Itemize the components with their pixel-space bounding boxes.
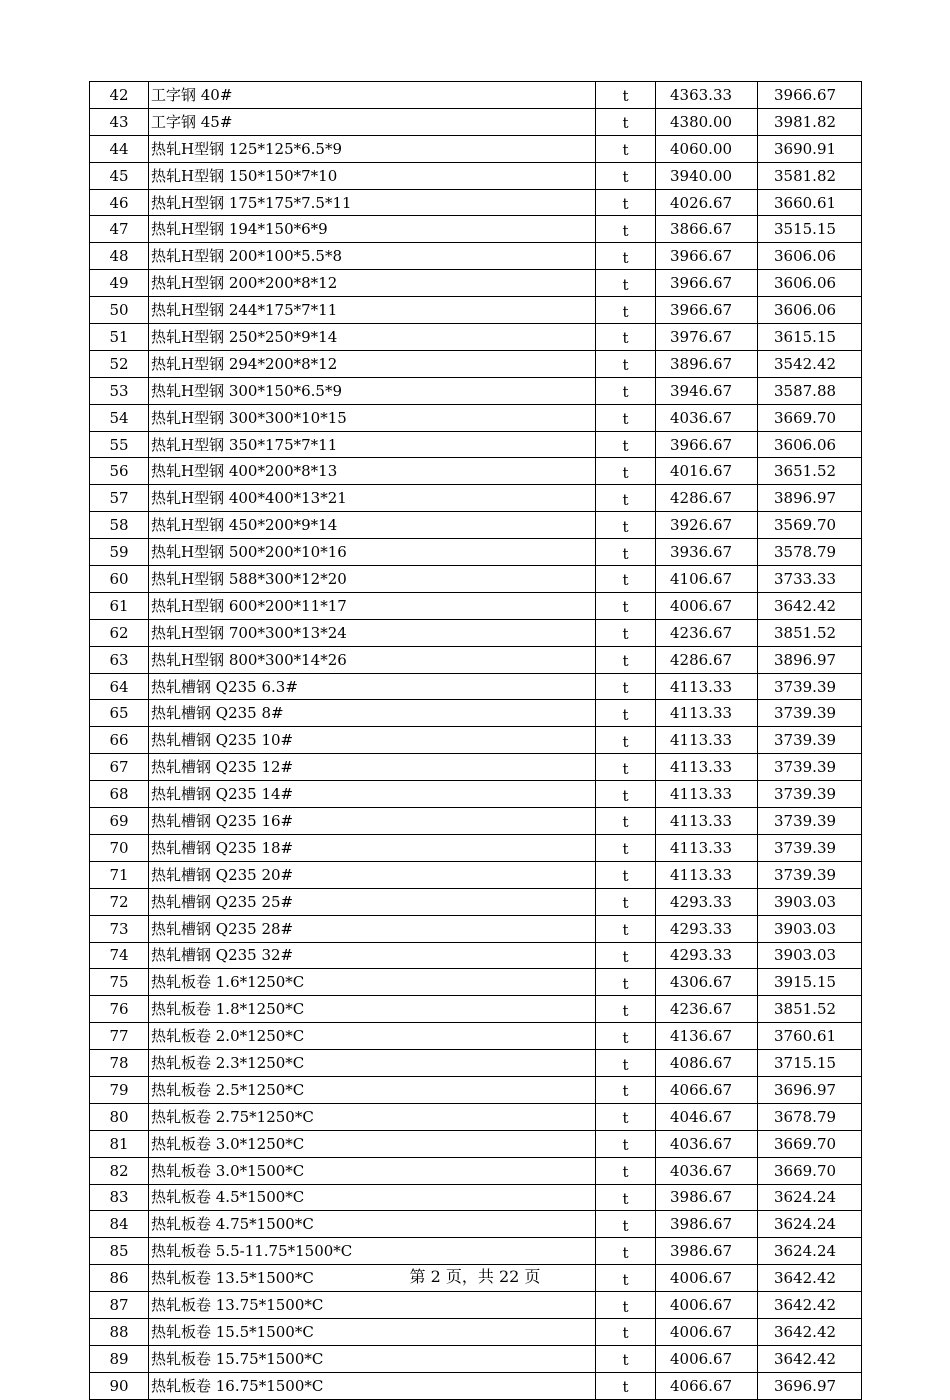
- item-name-cell: 热轧槽钢 Q235 20#: [149, 861, 596, 888]
- row-number-cell: 74: [90, 942, 149, 969]
- price-tax-excl-cell: 3981.82: [758, 108, 862, 135]
- price-tax-incl-cell: 4113.33: [656, 834, 758, 861]
- row-number-cell: 77: [90, 1023, 149, 1050]
- item-name-cell: 热轧板卷 2.75*1250*C: [149, 1103, 596, 1130]
- row-number-cell: 88: [90, 1318, 149, 1345]
- row-number-cell: 82: [90, 1157, 149, 1184]
- price-tax-excl-cell: 3733.33: [758, 566, 862, 593]
- table-row: [90, 673, 862, 700]
- row-number-cell: 84: [90, 1211, 149, 1238]
- unit-cell: t: [596, 297, 656, 324]
- price-tax-excl-cell: 3578.79: [758, 539, 862, 566]
- price-tax-excl-cell: 3739.39: [758, 808, 862, 835]
- unit-cell: t: [596, 324, 656, 351]
- price-tax-incl-cell: 3986.67: [656, 1184, 758, 1211]
- row-number-cell: 81: [90, 1130, 149, 1157]
- price-tax-incl-cell: 4106.67: [656, 566, 758, 593]
- unit-cell: t: [596, 754, 656, 781]
- item-name-cell: 热轧H型钢 400*400*13*21: [149, 485, 596, 512]
- item-name-cell: 热轧槽钢 Q235 10#: [149, 727, 596, 754]
- table-row: [90, 1318, 862, 1345]
- price-tax-incl-cell: 4113.33: [656, 727, 758, 754]
- row-number-cell: 87: [90, 1292, 149, 1319]
- row-number-cell: 89: [90, 1345, 149, 1372]
- table-row: [90, 861, 862, 888]
- price-tax-incl-cell: 3966.67: [656, 431, 758, 458]
- row-number-cell: 46: [90, 189, 149, 216]
- item-name-cell: 热轧H型钢 800*300*14*26: [149, 646, 596, 673]
- price-tax-excl-cell: 3615.15: [758, 324, 862, 351]
- price-tax-excl-cell: 3678.79: [758, 1103, 862, 1130]
- item-name-cell: 热轧板卷 5.5-11.75*1500*C: [149, 1238, 596, 1265]
- price-table: [89, 81, 862, 1400]
- unit-cell: t: [596, 404, 656, 431]
- price-tax-incl-cell: 4006.67: [656, 1292, 758, 1319]
- price-tax-incl-cell: 4293.33: [656, 942, 758, 969]
- row-number-cell: 68: [90, 781, 149, 808]
- item-name-cell: 热轧H型钢 150*150*7*10: [149, 162, 596, 189]
- price-tax-incl-cell: 4113.33: [656, 781, 758, 808]
- price-tax-excl-cell: 3642.42: [758, 1292, 862, 1319]
- item-name-cell: 热轧板卷 1.6*1250*C: [149, 969, 596, 996]
- table-row: [90, 808, 862, 835]
- table-row: [90, 1050, 862, 1077]
- price-tax-incl-cell: 4006.67: [656, 592, 758, 619]
- row-number-cell: 63: [90, 646, 149, 673]
- price-tax-incl-cell: 4113.33: [656, 673, 758, 700]
- row-number-cell: 85: [90, 1238, 149, 1265]
- item-name-cell: 热轧H型钢 194*150*6*9: [149, 216, 596, 243]
- table-row: [90, 431, 862, 458]
- price-tax-incl-cell: 4113.33: [656, 700, 758, 727]
- price-tax-incl-cell: 4086.67: [656, 1050, 758, 1077]
- price-tax-excl-cell: 3739.39: [758, 861, 862, 888]
- unit-cell: t: [596, 270, 656, 297]
- table-row: [90, 888, 862, 915]
- table-row: [90, 834, 862, 861]
- table-row: [90, 1372, 862, 1399]
- row-number-cell: 61: [90, 592, 149, 619]
- price-tax-incl-cell: 4036.67: [656, 1157, 758, 1184]
- table-row: [90, 1076, 862, 1103]
- item-name-cell: 热轧槽钢 Q235 25#: [149, 888, 596, 915]
- item-name-cell: 热轧槽钢 Q235 32#: [149, 942, 596, 969]
- price-tax-incl-cell: 4036.67: [656, 404, 758, 431]
- row-number-cell: 45: [90, 162, 149, 189]
- table-row: [90, 915, 862, 942]
- unit-cell: t: [596, 350, 656, 377]
- table-row: [90, 297, 862, 324]
- table-row: [90, 1103, 862, 1130]
- item-name-cell: 热轧H型钢 300*300*10*15: [149, 404, 596, 431]
- item-name-cell: 热轧板卷 2.0*1250*C: [149, 1023, 596, 1050]
- price-tax-excl-cell: 3542.42: [758, 350, 862, 377]
- price-tax-incl-cell: 3976.67: [656, 324, 758, 351]
- item-name-cell: 热轧板卷 13.75*1500*C: [149, 1292, 596, 1319]
- table-row: [90, 754, 862, 781]
- price-tax-excl-cell: 3624.24: [758, 1184, 862, 1211]
- unit-cell: t: [596, 808, 656, 835]
- price-tax-excl-cell: 3606.06: [758, 297, 862, 324]
- table-row: [90, 243, 862, 270]
- unit-cell: t: [596, 942, 656, 969]
- unit-cell: t: [596, 673, 656, 700]
- item-name-cell: 热轧槽钢 Q235 28#: [149, 915, 596, 942]
- row-number-cell: 76: [90, 996, 149, 1023]
- unit-cell: t: [596, 1318, 656, 1345]
- price-tax-incl-cell: 4293.33: [656, 915, 758, 942]
- item-name-cell: 热轧H型钢 250*250*9*14: [149, 324, 596, 351]
- unit-cell: t: [596, 592, 656, 619]
- unit-cell: t: [596, 1130, 656, 1157]
- item-name-cell: 热轧槽钢 Q235 16#: [149, 808, 596, 835]
- row-number-cell: 86: [90, 1265, 149, 1292]
- table-row: [90, 377, 862, 404]
- price-tax-excl-cell: 3851.52: [758, 996, 862, 1023]
- unit-cell: t: [596, 646, 656, 673]
- price-tax-excl-cell: 3690.91: [758, 135, 862, 162]
- table-row: [90, 996, 862, 1023]
- row-number-cell: 78: [90, 1050, 149, 1077]
- table-row: [90, 619, 862, 646]
- price-tax-excl-cell: 3642.42: [758, 1265, 862, 1292]
- table-row: [90, 1157, 862, 1184]
- price-tax-excl-cell: 3515.15: [758, 216, 862, 243]
- item-name-cell: 热轧槽钢 Q235 6.3#: [149, 673, 596, 700]
- row-number-cell: 52: [90, 350, 149, 377]
- item-name-cell: 热轧板卷 2.3*1250*C: [149, 1050, 596, 1077]
- price-tax-excl-cell: 3903.03: [758, 915, 862, 942]
- price-tax-incl-cell: 4006.67: [656, 1318, 758, 1345]
- price-tax-excl-cell: 3915.15: [758, 969, 862, 996]
- unit-cell: t: [596, 162, 656, 189]
- unit-cell: t: [596, 377, 656, 404]
- table-row: [90, 189, 862, 216]
- price-tax-excl-cell: 3669.70: [758, 1157, 862, 1184]
- price-tax-incl-cell: 4046.67: [656, 1103, 758, 1130]
- unit-cell: t: [596, 700, 656, 727]
- price-tax-incl-cell: 4236.67: [656, 619, 758, 646]
- table-row: [90, 592, 862, 619]
- unit-cell: t: [596, 1103, 656, 1130]
- row-number-cell: 60: [90, 566, 149, 593]
- table-row: [90, 485, 862, 512]
- unit-cell: t: [596, 969, 656, 996]
- item-name-cell: 热轧H型钢 200*100*5.5*8: [149, 243, 596, 270]
- item-name-cell: 热轧板卷 15.5*1500*C: [149, 1318, 596, 1345]
- row-number-cell: 55: [90, 431, 149, 458]
- row-number-cell: 47: [90, 216, 149, 243]
- price-tax-excl-cell: 3642.42: [758, 592, 862, 619]
- price-tax-excl-cell: 3660.61: [758, 189, 862, 216]
- row-number-cell: 83: [90, 1184, 149, 1211]
- unit-cell: t: [596, 216, 656, 243]
- price-tax-incl-cell: 4113.33: [656, 861, 758, 888]
- table-row: [90, 1345, 862, 1372]
- row-number-cell: 51: [90, 324, 149, 351]
- table-row: [90, 216, 862, 243]
- row-number-cell: 53: [90, 377, 149, 404]
- item-name-cell: 热轧H型钢 125*125*6.5*9: [149, 135, 596, 162]
- unit-cell: t: [596, 996, 656, 1023]
- unit-cell: t: [596, 189, 656, 216]
- row-number-cell: 64: [90, 673, 149, 700]
- table-row: [90, 108, 862, 135]
- unit-cell: t: [596, 82, 656, 109]
- item-name-cell: 热轧槽钢 Q235 14#: [149, 781, 596, 808]
- price-tax-excl-cell: 3569.70: [758, 512, 862, 539]
- row-number-cell: 75: [90, 969, 149, 996]
- price-tax-excl-cell: 3624.24: [758, 1211, 862, 1238]
- price-tax-excl-cell: 3739.39: [758, 727, 862, 754]
- item-name-cell: 工字钢 45#: [149, 108, 596, 135]
- price-tax-incl-cell: 4060.00: [656, 135, 758, 162]
- row-number-cell: 69: [90, 808, 149, 835]
- price-tax-excl-cell: 3651.52: [758, 458, 862, 485]
- price-tax-excl-cell: 3642.42: [758, 1318, 862, 1345]
- price-tax-excl-cell: 3739.39: [758, 700, 862, 727]
- unit-cell: t: [596, 566, 656, 593]
- price-tax-incl-cell: 3966.67: [656, 297, 758, 324]
- price-tax-excl-cell: 3739.39: [758, 673, 862, 700]
- unit-cell: t: [596, 431, 656, 458]
- row-number-cell: 58: [90, 512, 149, 539]
- row-number-cell: 73: [90, 915, 149, 942]
- price-tax-incl-cell: 4286.67: [656, 646, 758, 673]
- table-row: [90, 1130, 862, 1157]
- price-tax-excl-cell: 3581.82: [758, 162, 862, 189]
- item-name-cell: 热轧H型钢 400*200*8*13: [149, 458, 596, 485]
- price-tax-incl-cell: 3936.67: [656, 539, 758, 566]
- row-number-cell: 44: [90, 135, 149, 162]
- price-tax-incl-cell: 4066.67: [656, 1372, 758, 1399]
- table-row: [90, 781, 862, 808]
- item-name-cell: 热轧H型钢 300*150*6.5*9: [149, 377, 596, 404]
- row-number-cell: 90: [90, 1372, 149, 1399]
- row-number-cell: 43: [90, 108, 149, 135]
- unit-cell: t: [596, 512, 656, 539]
- table-row: [90, 566, 862, 593]
- unit-cell: t: [596, 861, 656, 888]
- unit-cell: t: [596, 243, 656, 270]
- item-name-cell: 热轧板卷 3.0*1250*C: [149, 1130, 596, 1157]
- item-name-cell: 热轧板卷 1.8*1250*C: [149, 996, 596, 1023]
- table-row: [90, 700, 862, 727]
- row-number-cell: 56: [90, 458, 149, 485]
- price-tax-incl-cell: 3986.67: [656, 1238, 758, 1265]
- unit-cell: t: [596, 888, 656, 915]
- item-name-cell: 工字钢 40#: [149, 82, 596, 109]
- price-tax-excl-cell: 3715.15: [758, 1050, 862, 1077]
- unit-cell: t: [596, 1265, 656, 1292]
- price-tax-incl-cell: 4016.67: [656, 458, 758, 485]
- price-tax-incl-cell: 3926.67: [656, 512, 758, 539]
- unit-cell: t: [596, 1238, 656, 1265]
- unit-cell: t: [596, 1076, 656, 1103]
- price-tax-excl-cell: 3760.61: [758, 1023, 862, 1050]
- price-tax-excl-cell: 3896.97: [758, 485, 862, 512]
- item-name-cell: 热轧槽钢 Q235 18#: [149, 834, 596, 861]
- unit-cell: t: [596, 539, 656, 566]
- table-row: [90, 1238, 862, 1265]
- table-row: [90, 646, 862, 673]
- price-tax-incl-cell: 4026.67: [656, 189, 758, 216]
- unit-cell: t: [596, 1050, 656, 1077]
- row-number-cell: 71: [90, 861, 149, 888]
- unit-cell: t: [596, 1292, 656, 1319]
- row-number-cell: 48: [90, 243, 149, 270]
- unit-cell: t: [596, 1023, 656, 1050]
- price-tax-incl-cell: 4066.67: [656, 1076, 758, 1103]
- unit-cell: t: [596, 915, 656, 942]
- table-row: [90, 1184, 862, 1211]
- item-name-cell: 热轧H型钢 600*200*11*17: [149, 592, 596, 619]
- unit-cell: t: [596, 1345, 656, 1372]
- price-tax-excl-cell: 3606.06: [758, 243, 862, 270]
- unit-cell: t: [596, 108, 656, 135]
- price-tax-excl-cell: 3739.39: [758, 781, 862, 808]
- item-name-cell: 热轧板卷 15.75*1500*C: [149, 1345, 596, 1372]
- price-tax-excl-cell: 3896.97: [758, 646, 862, 673]
- price-tax-incl-cell: 4380.00: [656, 108, 758, 135]
- item-name-cell: 热轧H型钢 500*200*10*16: [149, 539, 596, 566]
- table-row: [90, 942, 862, 969]
- unit-cell: t: [596, 458, 656, 485]
- unit-cell: t: [596, 727, 656, 754]
- unit-cell: t: [596, 485, 656, 512]
- row-number-cell: 54: [90, 404, 149, 431]
- table-row: [90, 162, 862, 189]
- price-tax-incl-cell: 4113.33: [656, 754, 758, 781]
- price-tax-incl-cell: 4136.67: [656, 1023, 758, 1050]
- unit-cell: t: [596, 834, 656, 861]
- item-name-cell: 热轧板卷 3.0*1500*C: [149, 1157, 596, 1184]
- price-tax-incl-cell: 4363.33: [656, 82, 758, 109]
- unit-cell: t: [596, 135, 656, 162]
- item-name-cell: 热轧板卷 13.5*1500*C: [149, 1265, 596, 1292]
- table-row: [90, 458, 862, 485]
- item-name-cell: 热轧槽钢 Q235 12#: [149, 754, 596, 781]
- price-tax-excl-cell: 3739.39: [758, 834, 862, 861]
- item-name-cell: 热轧H型钢 350*175*7*11: [149, 431, 596, 458]
- row-number-cell: 66: [90, 727, 149, 754]
- price-tax-incl-cell: 4286.67: [656, 485, 758, 512]
- price-tax-incl-cell: 3946.67: [656, 377, 758, 404]
- row-number-cell: 50: [90, 297, 149, 324]
- price-tax-excl-cell: 3669.70: [758, 1130, 862, 1157]
- table-row: [90, 727, 862, 754]
- price-tax-incl-cell: 4293.33: [656, 888, 758, 915]
- price-tax-incl-cell: 3966.67: [656, 270, 758, 297]
- table-row: [90, 324, 862, 351]
- price-tax-excl-cell: 3696.97: [758, 1076, 862, 1103]
- price-tax-excl-cell: 3696.97: [758, 1372, 862, 1399]
- row-number-cell: 72: [90, 888, 149, 915]
- price-tax-excl-cell: 3642.42: [758, 1345, 862, 1372]
- unit-cell: t: [596, 1372, 656, 1399]
- price-tax-incl-cell: 3986.67: [656, 1211, 758, 1238]
- price-tax-excl-cell: 3587.88: [758, 377, 862, 404]
- row-number-cell: 65: [90, 700, 149, 727]
- row-number-cell: 67: [90, 754, 149, 781]
- table-row: [90, 1211, 862, 1238]
- table-row: [90, 969, 862, 996]
- price-tax-incl-cell: 3966.67: [656, 243, 758, 270]
- price-tax-incl-cell: 4113.33: [656, 808, 758, 835]
- table-row: [90, 1023, 862, 1050]
- row-number-cell: 80: [90, 1103, 149, 1130]
- row-number-cell: 79: [90, 1076, 149, 1103]
- item-name-cell: 热轧板卷 4.5*1500*C: [149, 1184, 596, 1211]
- row-number-cell: 70: [90, 834, 149, 861]
- price-tax-incl-cell: 4006.67: [656, 1345, 758, 1372]
- table-row: [90, 512, 862, 539]
- table-row: [90, 350, 862, 377]
- unit-cell: t: [596, 1184, 656, 1211]
- price-tax-excl-cell: 3966.67: [758, 82, 862, 109]
- row-number-cell: 59: [90, 539, 149, 566]
- item-name-cell: 热轧H型钢 588*300*12*20: [149, 566, 596, 593]
- price-tax-excl-cell: 3739.39: [758, 754, 862, 781]
- price-tax-incl-cell: 4306.67: [656, 969, 758, 996]
- price-tax-excl-cell: 3851.52: [758, 619, 862, 646]
- price-tax-incl-cell: 4006.67: [656, 1265, 758, 1292]
- item-name-cell: 热轧板卷 4.75*1500*C: [149, 1211, 596, 1238]
- item-name-cell: 热轧H型钢 244*175*7*11: [149, 297, 596, 324]
- price-tax-excl-cell: 3606.06: [758, 270, 862, 297]
- row-number-cell: 62: [90, 619, 149, 646]
- price-tax-incl-cell: 4236.67: [656, 996, 758, 1023]
- price-tax-excl-cell: 3669.70: [758, 404, 862, 431]
- table-row: [90, 539, 862, 566]
- price-tax-excl-cell: 3903.03: [758, 942, 862, 969]
- item-name-cell: 热轧板卷 2.5*1250*C: [149, 1076, 596, 1103]
- table-row: [90, 270, 862, 297]
- table-row: [90, 404, 862, 431]
- item-name-cell: 热轧H型钢 200*200*8*12: [149, 270, 596, 297]
- price-tax-incl-cell: 3866.67: [656, 216, 758, 243]
- item-name-cell: 热轧H型钢 175*175*7.5*11: [149, 189, 596, 216]
- row-number-cell: 42: [90, 82, 149, 109]
- price-tax-incl-cell: 3940.00: [656, 162, 758, 189]
- price-tax-excl-cell: 3606.06: [758, 431, 862, 458]
- row-number-cell: 57: [90, 485, 149, 512]
- price-tax-incl-cell: 3896.67: [656, 350, 758, 377]
- table-row: [90, 1292, 862, 1319]
- unit-cell: t: [596, 781, 656, 808]
- unit-cell: t: [596, 1211, 656, 1238]
- item-name-cell: 热轧槽钢 Q235 8#: [149, 700, 596, 727]
- unit-cell: t: [596, 1157, 656, 1184]
- item-name-cell: 热轧H型钢 450*200*9*14: [149, 512, 596, 539]
- item-name-cell: 热轧H型钢 294*200*8*12: [149, 350, 596, 377]
- item-name-cell: 热轧板卷 16.75*1500*C: [149, 1372, 596, 1399]
- price-tax-excl-cell: 3624.24: [758, 1238, 862, 1265]
- price-tax-excl-cell: 3903.03: [758, 888, 862, 915]
- table-row: [90, 82, 862, 109]
- page-footer: 第 2 页，共 22 页: [409, 1267, 541, 1286]
- row-number-cell: 49: [90, 270, 149, 297]
- item-name-cell: 热轧H型钢 700*300*13*24: [149, 619, 596, 646]
- table-row: [90, 135, 862, 162]
- price-tax-incl-cell: 4036.67: [656, 1130, 758, 1157]
- unit-cell: t: [596, 619, 656, 646]
- price-table-body: [90, 82, 862, 1400]
